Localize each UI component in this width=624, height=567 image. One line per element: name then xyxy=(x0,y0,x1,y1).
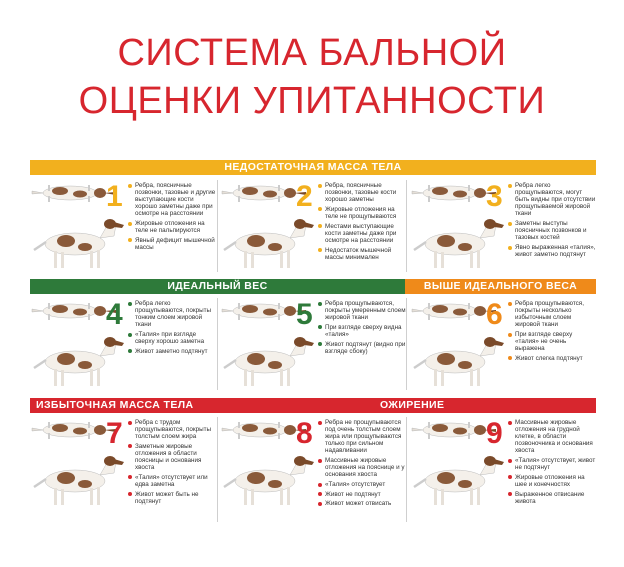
dog-top-view-image xyxy=(30,419,118,443)
criteria-item: Ребра, поясничные позвонки, тазовые и другие выступающие кости хорошо заметны даже при осмотре на расстоянии xyxy=(128,182,216,217)
score-cell xyxy=(410,180,596,290)
score-number: 5 xyxy=(296,298,313,331)
criteria-item: Ребра легко прощупываются, могут быть видны при отсутствии прощупываемой жировой ткани xyxy=(508,182,596,217)
criteria-item: Заметные жировые отложения в области поясницы и основания хвоста xyxy=(128,443,216,471)
column-divider xyxy=(217,180,218,272)
score-number: 6 xyxy=(486,298,503,331)
bullet-dot xyxy=(128,222,132,226)
dog-top-view-image xyxy=(220,182,308,206)
bullet-dot xyxy=(128,444,132,448)
bullet-dot xyxy=(318,248,322,252)
bullet-dot xyxy=(508,492,512,496)
criteria-item: Ребра, поясничные позвонки, тазовые кости хорошо заметны xyxy=(318,182,406,203)
criteria-item: Живот не подтянут xyxy=(318,491,406,498)
score-cell xyxy=(410,298,596,408)
bullet-dot xyxy=(508,459,512,463)
score-criteria-list xyxy=(508,300,596,365)
score-criteria-list xyxy=(128,182,216,254)
page-title-line-2: ОЦЕНКИ УПИТАННОСТИ xyxy=(78,80,546,122)
dog-top-view-image xyxy=(220,300,308,324)
bullet-dot xyxy=(508,302,512,306)
score-cell xyxy=(220,417,406,527)
column-divider xyxy=(406,180,407,272)
bullet-dot xyxy=(318,224,322,228)
score-criteria-list xyxy=(318,182,406,263)
criteria-item: Недостаток мышечной массы минимален xyxy=(318,247,406,261)
score-cell xyxy=(220,180,406,290)
score-criteria-list xyxy=(128,300,216,357)
score-criteria-list xyxy=(318,300,406,357)
bullet-dot xyxy=(318,421,322,425)
score-number: 9 xyxy=(486,417,503,450)
dog-side-view-image xyxy=(220,453,316,508)
bullet-dot xyxy=(318,459,322,463)
bullet-dot xyxy=(318,325,322,329)
dog-top-view-image xyxy=(410,182,498,206)
dog-side-view-image xyxy=(410,453,506,508)
score-cell xyxy=(410,417,596,527)
bullet-dot xyxy=(128,238,132,242)
band-ideal-label: ИДЕАЛЬНЫЙ ВЕС xyxy=(167,280,268,292)
band-above-ideal-label: ВЫШЕ ИДЕАЛЬНОГО ВЕСА xyxy=(423,280,578,292)
criteria-item: Жировые отложения на теле не пальпируются xyxy=(128,220,216,234)
criteria-item: Ребра прощупываются, покрыты умеренным слоем жировой ткани xyxy=(318,300,406,321)
bullet-dot xyxy=(128,475,132,479)
score-criteria-list xyxy=(128,419,216,507)
criteria-item: Ребра прощупываются, покрыты несколько избыточным слоем жировой ткани xyxy=(508,300,596,328)
criteria-item: Ребра не прощупываются под очень толстым слоем жира или прощупываются только при сильном надавливании xyxy=(318,419,406,454)
criteria-item: Жировые отложения на теле не прощупываются xyxy=(318,206,406,220)
bullet-dot xyxy=(318,207,322,211)
bullet-dot xyxy=(508,246,512,250)
score-cell xyxy=(30,180,216,290)
score-cell xyxy=(30,298,216,408)
criteria-item: Ребра с трудом прощупываются, покрыты толстым слоем жира xyxy=(128,419,216,440)
criteria-item: Массивные жировые отложения на пояснице и у основания хвоста xyxy=(318,457,406,478)
column-divider xyxy=(406,417,407,522)
criteria-item: Ребра легко прощупываются, покрыты тонким слоем жировой ткани xyxy=(128,300,216,328)
dog-top-view-image xyxy=(410,419,498,443)
criteria-item: Местами выступающие кости заметны даже при осмотре на расстоянии xyxy=(318,223,406,244)
bullet-dot xyxy=(508,475,512,479)
bullet-dot xyxy=(318,184,322,188)
criteria-item: При взгляде сверху «талия» не очень выражена xyxy=(508,331,596,352)
bullet-dot xyxy=(508,184,512,188)
bullet-dot xyxy=(318,483,322,487)
score-criteria-list xyxy=(508,182,596,261)
criteria-item: Живот может быть не подтянут xyxy=(128,491,216,505)
criteria-item: Жировые отложения на шее и конечностях xyxy=(508,474,596,488)
dog-side-view-image xyxy=(410,216,506,271)
bullet-dot xyxy=(508,421,512,425)
column-divider xyxy=(217,298,218,390)
column-divider xyxy=(406,298,407,390)
score-cell xyxy=(30,417,216,527)
score-criteria-list xyxy=(508,419,596,507)
bullet-dot xyxy=(318,302,322,306)
criteria-item: Живот подтянут (видно при взгляде сбоку) xyxy=(318,341,406,355)
score-number: 8 xyxy=(296,417,313,450)
dog-top-view-image xyxy=(30,182,118,206)
bullet-dot xyxy=(508,222,512,226)
bullet-dot xyxy=(128,492,132,496)
criteria-item: Живот заметно подтянут xyxy=(128,348,216,355)
dog-side-view-image xyxy=(220,216,316,271)
band-obesity-label: ОЖИРЕНИЕ xyxy=(380,399,445,411)
score-number: 7 xyxy=(106,417,123,450)
dog-top-view-image xyxy=(30,300,118,324)
bullet-dot xyxy=(508,356,512,360)
score-number: 4 xyxy=(106,298,123,331)
band-underweight xyxy=(30,160,596,175)
score-cell xyxy=(220,298,406,408)
bullet-dot xyxy=(128,184,132,188)
dog-side-view-image xyxy=(30,216,126,271)
dog-side-view-image xyxy=(410,334,506,389)
criteria-item: Массивные жировые отложения на грудной клетке, в области позвоночника и основания хвоста xyxy=(508,419,596,454)
score-number: 3 xyxy=(486,180,503,213)
score-criteria-list xyxy=(318,419,406,510)
dog-side-view-image xyxy=(220,334,316,389)
criteria-item: Живот может отвисать xyxy=(318,500,406,507)
criteria-item: При взгляде сверху видна «талия» xyxy=(318,324,406,338)
band-underweight-label: НЕДОСТАТОЧНАЯ МАССА ТЕЛА xyxy=(224,161,402,173)
dog-top-view-image xyxy=(410,300,498,324)
score-number: 2 xyxy=(296,180,313,213)
criteria-item: Живот слегка подтянут xyxy=(508,355,596,362)
criteria-item: «Талия» отсутствует или едва заметна xyxy=(128,474,216,488)
score-number: 1 xyxy=(106,180,123,213)
criteria-item: «Талия» отсутствует, живот не подтянут xyxy=(508,457,596,471)
dog-side-view-image xyxy=(30,453,126,508)
bullet-dot xyxy=(318,492,322,496)
bullet-dot xyxy=(318,502,322,506)
bullet-dot xyxy=(318,342,322,346)
bullet-dot xyxy=(128,333,132,337)
criteria-item: «Талия» при взгляде сверху хорошо заметна xyxy=(128,331,216,345)
criteria-item: Выраженное отвисание живота xyxy=(508,491,596,505)
bullet-dot xyxy=(128,302,132,306)
criteria-item: Заметны выступы поясничных позвонков и тазовых костей xyxy=(508,220,596,241)
dog-side-view-image xyxy=(30,334,126,389)
criteria-item: «Талия» отсутствует xyxy=(318,481,406,488)
bullet-dot xyxy=(508,333,512,337)
dog-top-view-image xyxy=(220,419,308,443)
criteria-item: Явно выраженная «талия», живот заметно подтянут xyxy=(508,244,596,258)
criteria-item: Явный дефицит мышечной массы xyxy=(128,237,216,251)
bullet-dot xyxy=(128,421,132,425)
page-title-line-1: СИСТЕМА БАЛЬНОЙ xyxy=(117,32,507,74)
column-divider xyxy=(217,417,218,522)
bullet-dot xyxy=(128,349,132,353)
band-overweight-label: ИЗБЫТОЧНАЯ МАССА ТЕЛА xyxy=(36,399,194,411)
